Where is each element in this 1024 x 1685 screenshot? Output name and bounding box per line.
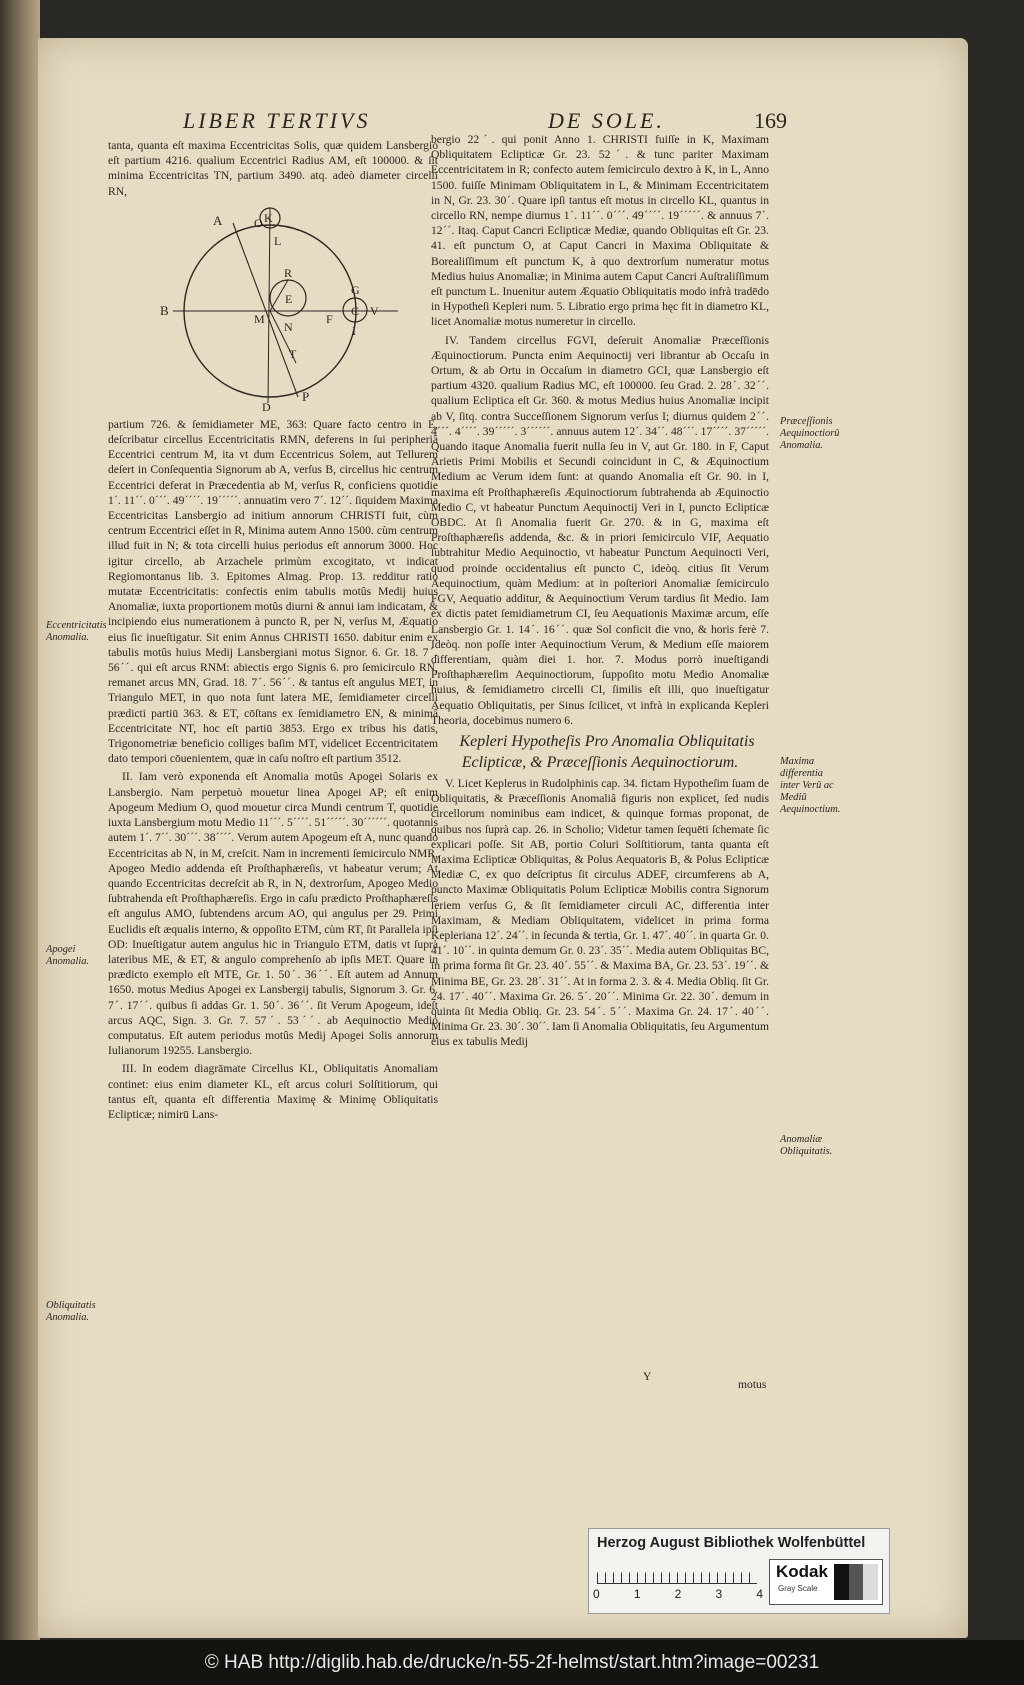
left-paragraph-2: II. Iam verò exponenda eſt Anomalia motûs Apogei Solaris ex Lansbergio. Nam perpetuò mouetur linea Apogei AP; eſt enim Apogeum Medium O, quod mouetur circa Mundi centrum T, quotidie iuxta Lansbergium motu Medio 11ˊˊˊ. 5ˊˊˊˊ. 51ˊˊˊˊˊ. 30ˊˊˊˊˊˊ. quotannis autem 1ˊ. 7ˊˊ. 30ˊˊˊ. 38ˊˊˊˊ. Verum autem Apogeum eſt A, nunc quando Eccentricitas ab N, in M, creſcit. Nam in incrementi ſemicirculo NMR, Apogeo Medio addenda eſt Proſthaphæreſis, vt habeatur verum; At quando Eccentricitas decreſcit ab R, in N, dextrorſum, Apogeo Medio ſubtrahenda eſt Proſthaphæreſis. Ergo in caſu prædicto Proſthaphæreſis eſt angulus AMO, ſubtendens arcum AO, qui angulus per 29. Primi Euclidis eſt æqualis interno, & oppoſito ETM, cùm RT, ſit Parallela ipſi OD: Inueſtigatur autem angulus hic in Triangulo ETM, datis vt ſuprà lateribus ME, & ET, & angulo comprehenſo ab ipſis MET. Quare in prædicto exemplo eſt MTE, Gr. 1. 50ˊ. 36ˊˊ. Eſt autem ad Annum 1650. motus Medius Apogei ex Lansbergij tabulis, Signorum 3. Gr. 6. 7ˊ. 17ˊˊ. quibus ſi addas Gr. 1. 50ˊ. 36ˊˊ. ſit Verum Apogeum, ideſt arcus AQC, Sign. 3. Gr. 7. 57ˊ. 53ˊˊ. ab Aequinoctio Medio computatus. Eſt autem periodus motûs Medij Apogei Solis annorum Iulianorum 19255. Lansbergio. bbox=[108, 770, 438, 1058]
margin-note-anomaliae-obliquitatis: Anomaliæ Obliquitatis. bbox=[780, 1134, 833, 1157]
label-O: O bbox=[254, 215, 263, 230]
label-M: M bbox=[254, 311, 265, 326]
catchword: motus bbox=[738, 1378, 767, 1391]
colure-line bbox=[268, 208, 270, 403]
footer-credit-bar bbox=[0, 1640, 1024, 1685]
margin-note-eccentricitatis: Eccentricitatis Anomalia. bbox=[46, 620, 107, 643]
kodak-gray-scale bbox=[769, 1559, 883, 1605]
book-page bbox=[38, 38, 968, 1638]
label-N: N bbox=[284, 319, 293, 334]
scale-ruler bbox=[597, 1561, 757, 1584]
ruler-number: 3 bbox=[715, 1587, 723, 1601]
left-paragraph-top: tanta, quanta eſt maxima Eccentricitas Solis, quæ quidem Lansbergio eſt partium 4216. qualium Eccentrici Radius AM, eſt 100000. & ſit minima Eccentricitas TN, partium 3490. atq. adeò diameter circelli RN, bbox=[108, 139, 438, 198]
margin-note-maxima-differentia: Maxima differentia inter Verū ac Mediū Aequinoctium. bbox=[780, 756, 841, 815]
running-head-left: LIBER TERTIVS bbox=[183, 108, 371, 133]
left-paragraph-1: partium 726. & ſemidiameter ME, 363: Quare facto centro in E, deſcribatur circellus Eccentricitatis RMN, deferens in ſui peripheriâ Eccentrici centrum M, ita vt dum Eccentricus Solem, aut Tellurem deſert in Conſequentia Signorum ab A, verſus B, circellus hic centrum Eccentrici deferat in Præcedentia ab M, verſus R, conficiens quotidie 1ˊ. 11ˊˊ. 0ˊˊˊ. 49ˊˊˊˊ. 19ˊˊˊˊˊ. annuatim vero 7ˊ. 12ˊˊ. ſiquidem Maxima Eccentricitas Lansbergio ad initium annorum CHRISTI fuit, cùm centrum Eccentrici eſſet in R, Minima autem Anno 1500. cùm centrum illud fuit in N; & tota circelli huius periodus eſt annorum 3000. Hoc igitur circello, ab Arzachele primùm excogitato, vt indicat Regiomontanus lib. 3. Epitomes Almag. Prop. 13. redditur ratio mutatæ Eccentricitatis: confectis enim tabulis motûs Medij huius Anomaliæ, iuxta proportionem motûs diurni & annui iam indicatam, & incipiendo eius numerationem à puncto R, per N, verſus M, Æquatio eius ſic inueſtigatur. Sit enim Annus CHRISTI 1650. dabitur enim ex tabulis motûs huius Medij Lansbergiani motus Signor. 6. Gr. 18. 7ˊ. 56ˊˊ. qui eſt arcus RNM: abiectis ergo Signis 6. pro ſemicirculo RN, remanet arcus MN, Grad. 18. 7ˊ. 56ˊˊ. & tantus eſt angulus MET, in Triangulo MET, in quo nota ſunt latera ME, ſemidiameter circelli prædicti partiū 363. & ET, cōſtans ex ſemidiametro EN, & minimâ Eccentricitate NT, hoc eſt partiū 3853. Ergo ex tribus his datis, Trigonometriæ beneficio colliges baſim MT, videlicet Eccentricitatem dato tempori cōuenientem, quæ in caſu noſtro eſt partium 3512. bbox=[108, 417, 438, 766]
left-paragraph-3: III. In eodem diagrāmate Circellus KL, Obliquitatis Anomaliam continet: eius enim diameter KL, eſt arcus coluri Solſtitiorum, qui tantus eſt, quanta eſt differentia Maximę & Minimę Obliquitatis Eclipticæ; nimirū Lans- bbox=[108, 1062, 438, 1121]
ruler-numbers bbox=[593, 1587, 763, 1601]
gray-patch bbox=[834, 1564, 849, 1600]
label-C: C bbox=[351, 303, 360, 318]
margin-note-praecessionis: Præceſſionis Aequinoctiorū Anomalia. bbox=[780, 416, 840, 451]
right-paragraph-top: bergio 22ˊ. qui ponit Anno 1. CHRISTI fuiſſe in K, Maximam Obliquitatem Eclipticæ Gr. 23. 52ˊ. & tunc pariter Maximam Eccentricitatem in R; confecto autem ſemicirculo dextro à K, in L, Anno 1500. fuiſſe Minimam Obliquitatem in L, & Minimam Eccentricitatem in N, Gr. 23. 30ˊ. Quare ipſi tantus eſt motus in circello KL, quantus in circello RN, nempe diurnus 1ˊ. 11ˊˊ. 0ˊˊˊ. 49ˊˊˊˊ. 19ˊˊˊˊˊ. & annuus 7ˊ. 12ˊˊ. Itaq. Caput Cancri Eclipticæ Mediæ, quando Obliquitas eſt Gr. 23. 41. eſt punctum O, at Caput Cancri in Maxima Obliquitate & Borealiſſimum eſt punctum K, à quo dextrorſum numeratur motus Medius huius Anomaliæ; in Minima autem Caput Cancri Auſtraliſſimum eſt punctum L. Inuenitur autem Æquatio Obliquitatis modo infrà tradēdo in Hypotheſi Kepleri num. 5. Libratio ergo prima hęc fit in diametro KL, licet Anomaliæ motus numeretur in circello. bbox=[431, 133, 769, 329]
section-title: Kepleri Hypotheſis Pro Anomalia Obliquitatis Eclipticæ, & Præceſſionis Aequinoctiorum. bbox=[459, 732, 755, 771]
kodak-subtitle: Gray Scale bbox=[778, 1584, 818, 1593]
gray-patch bbox=[849, 1564, 864, 1600]
label-V: V bbox=[370, 303, 379, 318]
gray-patch bbox=[863, 1564, 878, 1600]
signature-mark: Y bbox=[643, 1370, 652, 1383]
label-P: P bbox=[302, 388, 310, 404]
left-column bbox=[108, 138, 438, 1125]
right-paragraph-2: V. Licet Keplerus in Rudolphinis cap. 34. fictam Hypotheſim ſuam de Obliquitatis, & Præceſſionis Anomaliâ figuris non explicet, ſed nudis circellorum nominibus eam indicet, & quinque formas proponat, de quibus nos ſuprà cap. 26. in Scholio; Videtur tamen ſequēti ſchemate ſic explicari poſſe. Sit AB, portio Coluri Solſtitiorum, tanta quanta eſt Maxima Eclipticæ Obliquitas, & Polus Aequatoris B, & Polus Eclipticæ Mediæ C, ex quo deſcriptus ſit circulus ADEF, circumferens ab A, puncto Maximæ Obliquitatis Polum Eclipticæ Mobilis contra Signorum ſeriem verſus G, & ſit ſemidiameter circuli AC, differentia inter Maximam, & Mediam Obliquitatem, videlicet in prima forma Kepleriana 12ˊ. 24ˊˊ. in ſecunda & tertia, Gr. 1. 47ˊ. 40ˊˊ. in quarta Gr. 0. 41ˊ. 10ˊˊ. in quinta demum Gr. 0. 23ˊ. 35ˊˊ. Media autem Obliquitas BC, in prima forma ſit Gr. 23. 40ˊ. 55ˊˊ. & Maxima BA, Gr. 23. 53ˊ. 19ˊˊ. & Minima BE, Gr. 23. 28ˊ. 31ˊˊ. At in forma 2. 3. & 4. Media Obliq. ſit Gr. 24. 17ˊ. 40ˊˊ. Maxima Gr. 26. 5ˊ. 20ˊˊ. Minima Gr. 22. 30ˊ. demum in quinta ſit Media Obliq. Gr. 23. 54ˊ. 5ˊˊ. Maxima Gr. 24. 17ˊ. 40ˊˊ. Minima Gr. 23. 30ˊ. 30ˊˊ. Iam ſi Anomalia Obliquitatis, ſeu Argumentum eius ex tabulis Medij bbox=[431, 776, 769, 1049]
label-F: F bbox=[326, 311, 333, 326]
book-gutter bbox=[0, 0, 40, 1640]
label-G: G bbox=[351, 282, 360, 297]
label-E: E bbox=[285, 291, 293, 306]
ruler-number: 4 bbox=[756, 1587, 763, 1601]
ruler-number: 1 bbox=[633, 1587, 641, 1601]
right-paragraph-1: IV. Tandem circellus FGVI, deſeruit Anomaliæ Præceſſionis Æquinoctiorum. Puncta enim Aequinoctij veri librantur ab Occaſu in Ortum, & ab Ortu in Occaſum in diametro GCI, quæ Lansbergio eſt partium 4320. qualium Radius MC, eſt 100000. ſeu Grad. 2. 28ˊ. 32ˊˊ. qualium Ecliptica eſt Gr. 360. & motus Medius huius Anomaliæ incipit ab V, ſitq. contra Succeſſionem Signorum verſus I; diurnus quidem 2ˊˊ. 4ˊˊˊ. 4ˊˊˊˊ. 39ˊˊˊˊˊ. 3ˊˊˊˊˊˊ. annuus autem 12ˊ. 34ˊˊ. 48ˊˊˊ. 17ˊˊˊˊ. 37ˊˊˊˊˊ. Quando itaque Anomalia fuerit nulla ſeu in V, aut Gr. 180. in F, Caput Arietis Primi Mobilis et Secundi coincidunt in C, & Æquinoctium Medium ac Verum idem ſunt: at quando Anomalia eſt Gr. 90. in I, maxima eſt Proſthaphæreſis Æquinoctiorum ſubtrahenda ab Æquinoctio Medio C, vt habeatur Punctum Aequinoctij Veri in I, puncto Eclipticæ OBDC. At ſi Anomalia fuerit Gr. 270. & in G, maxima eſt Proſthaphæreſis addenda, &c. & in priori ſemicirculo VIF, Aequatio ſubtrahitur Medio Aequinoctio, vt habeatur Punctum Aequinocti Veri, quod proinde occidentalius eſt puncto C, ideòq. citius ſit Verum Aequinoctium, quàm Medium: at in poſteriori Anomaliæ ſemicirculo FGV, Aequatio additur, & Aequinoctium Verum tardius ſit Medio. Iam ex dictis patet ſemidiametrum CI, ſeu Aequationis Maximæ arcum, eſſe Lansbergio Gr. 1. 14ˊ. 16ˊˊ. quæ Sol conficit die vno, & horis ferè 7. Ideòq. non poſſe inter Aequinoctium Verum, & Medium eſſe maiorem differentiam, quàm diei 1. hor. 7. Modus porrò inueſtigandi Proſthaphæreſim Aequinoctiorum, ſuppoſito motu Medio Anomaliæ huius, & ſemidiametro circelli CI, ſimilis eſt illi, quo inueſtigatur Aequatio Obliquitatis, per Sinus ſcilicet, vt infrà in explicanda Kepleri Theoria, docebimus numero 6. bbox=[431, 333, 769, 727]
library-label-card bbox=[588, 1528, 890, 1614]
label-I: I bbox=[352, 323, 356, 338]
label-A: A bbox=[213, 212, 223, 228]
running-head-right: DE SOLE. bbox=[548, 108, 665, 133]
label-R: R bbox=[284, 265, 293, 280]
library-name: Herzog August Bibliothek Wolfenbüttel bbox=[597, 1535, 866, 1551]
gray-patches bbox=[834, 1564, 878, 1600]
right-column bbox=[431, 132, 769, 1053]
eccentric-circle-diagram bbox=[158, 203, 408, 413]
ruler-number: 2 bbox=[674, 1587, 682, 1601]
page-number: 169 bbox=[754, 108, 787, 133]
kodak-logo-text: Kodak bbox=[776, 1562, 828, 1581]
apogee-line bbox=[233, 223, 298, 397]
margin-note-obliquitatis: Obliquitatis Anomalia. bbox=[46, 1300, 96, 1323]
label-D: D bbox=[262, 399, 271, 413]
ruler-number: 0 bbox=[593, 1587, 600, 1601]
label-B: B bbox=[160, 302, 169, 318]
label-T: T bbox=[289, 346, 297, 361]
label-K: K bbox=[264, 210, 273, 225]
footer-credit: © HAB http://diglib.hab.de/drucke/n-55-2f-helmst/start.htm?image=00231 bbox=[204, 1651, 820, 1673]
margin-note-apogei: Apogei Anomalia. bbox=[46, 944, 90, 967]
label-L: L bbox=[274, 233, 282, 248]
